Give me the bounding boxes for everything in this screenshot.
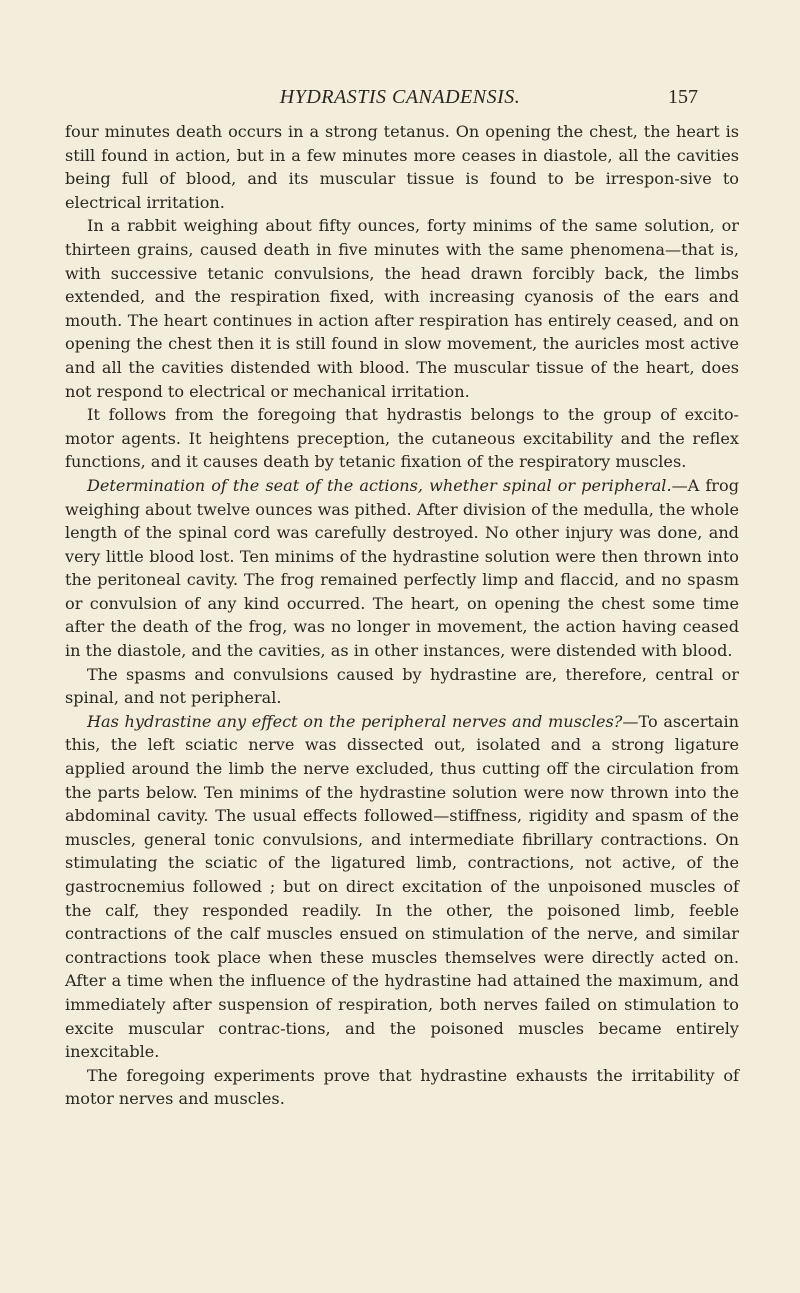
paragraph-text: four minutes death occurs in a strong tetanus. On opening the chest, the heart is still found in action, but in a few minutes more ceases in diastole, all the cavities being full of blood, and its muscular tissue is found to be irrespon-sive to electrical irritation. — [65, 122, 739, 212]
paragraph — [65, 663, 739, 710]
paragraph — [65, 1064, 739, 1111]
running-head — [0, 86, 800, 110]
paragraph — [65, 214, 739, 403]
paragraph-text: It follows from the foregoing that hydrastis belongs to the group of excito-motor agents. It heightens preception, the cutaneous excitability and the reflex functions, and it causes death by tetanic fixation of the respiratory muscles. — [65, 405, 739, 472]
paragraph — [65, 474, 739, 663]
paragraph-text: —To ascertain this, the left sciatic nerve was dissected out, isolated and a strong ligature applied around the limb the nerve excluded, thus cutting off the circulation from the parts below. Ten minims of the hydrastine solution were now thrown into the abdominal cavity. The usual effects followed—stiffness, rigidity and spasm of the muscles, general tonic convulsions, and intermediate fibrillary contractions. On stimulating the sciatic of the ligatured limb, contractions, not active, of the gastrocnemius followed ; but on direct excitation of the unpoisoned muscles of the calf, they responded readily. In the other, the poisoned limb, feeble contractions of the calf muscles ensued on stimulation of the nerve, and similar contractions took place when these muscles themselves were directly acted on. After a time when the influence of the hydrastine had attained the maximum, and immediately after suspension of respiration, both nerves failed on stimulation to excite muscular contrac-tions, and the poisoned muscles became entirely inexcitable. — [65, 711, 739, 1062]
page-number: 157 — [668, 86, 698, 108]
paragraph-text: The foregoing experiments prove that hydrastine exhausts the irritability of motor nerves and muscles. — [65, 1065, 739, 1109]
section-heading: Determination of the seat of the actions, whether spinal or peripheral. — [87, 475, 672, 495]
section-heading: Has hydrastine any effect on the peripheral nerves and muscles? — [87, 711, 623, 731]
paragraph-text: The spasms and convulsions caused by hydrastine are, therefore, central or spinal, and not peripheral. — [65, 664, 739, 708]
paragraph — [65, 710, 739, 1064]
paragraph — [65, 120, 739, 214]
paragraph-text: —A frog weighing about twelve ounces was pithed. After division of the medulla, the whole length of the spinal cord was carefully destroyed. No other injury was done, and very little blood lost. Ten minims of the hydrastine solution were then thrown into the peritoneal cavity. The frog remained perfectly limp and flaccid, and no spasm or convulsion of any kind occurred. The heart, on opening the chest some time after the death of the frog, was no longer in movement, the action having ceased in the diastole, and the cavities, as in other instances, were distended with blood. — [65, 475, 739, 661]
body-text — [65, 120, 739, 1111]
running-head-title: HYDRASTIS CANADENSIS. — [279, 86, 521, 108]
paragraph — [65, 403, 739, 474]
paragraph-text: In a rabbit weighing about fifty ounces, forty minims of the same solution, or thirteen grains, caused death in five minutes with the same phenomena—that is, with successive tetanic convulsions, the head drawn forcibly back, the limbs extended, and the respiration fixed, with increasing cyanosis of the ears and mouth. The heart continues in action after respiration has entirely ceased, and on opening the chest then it is still found in slow movement, the auricles most active and all the cavities distended with blood. The muscular tissue of the heart, does not respond to electrical or mechanical irritation. — [65, 216, 739, 401]
